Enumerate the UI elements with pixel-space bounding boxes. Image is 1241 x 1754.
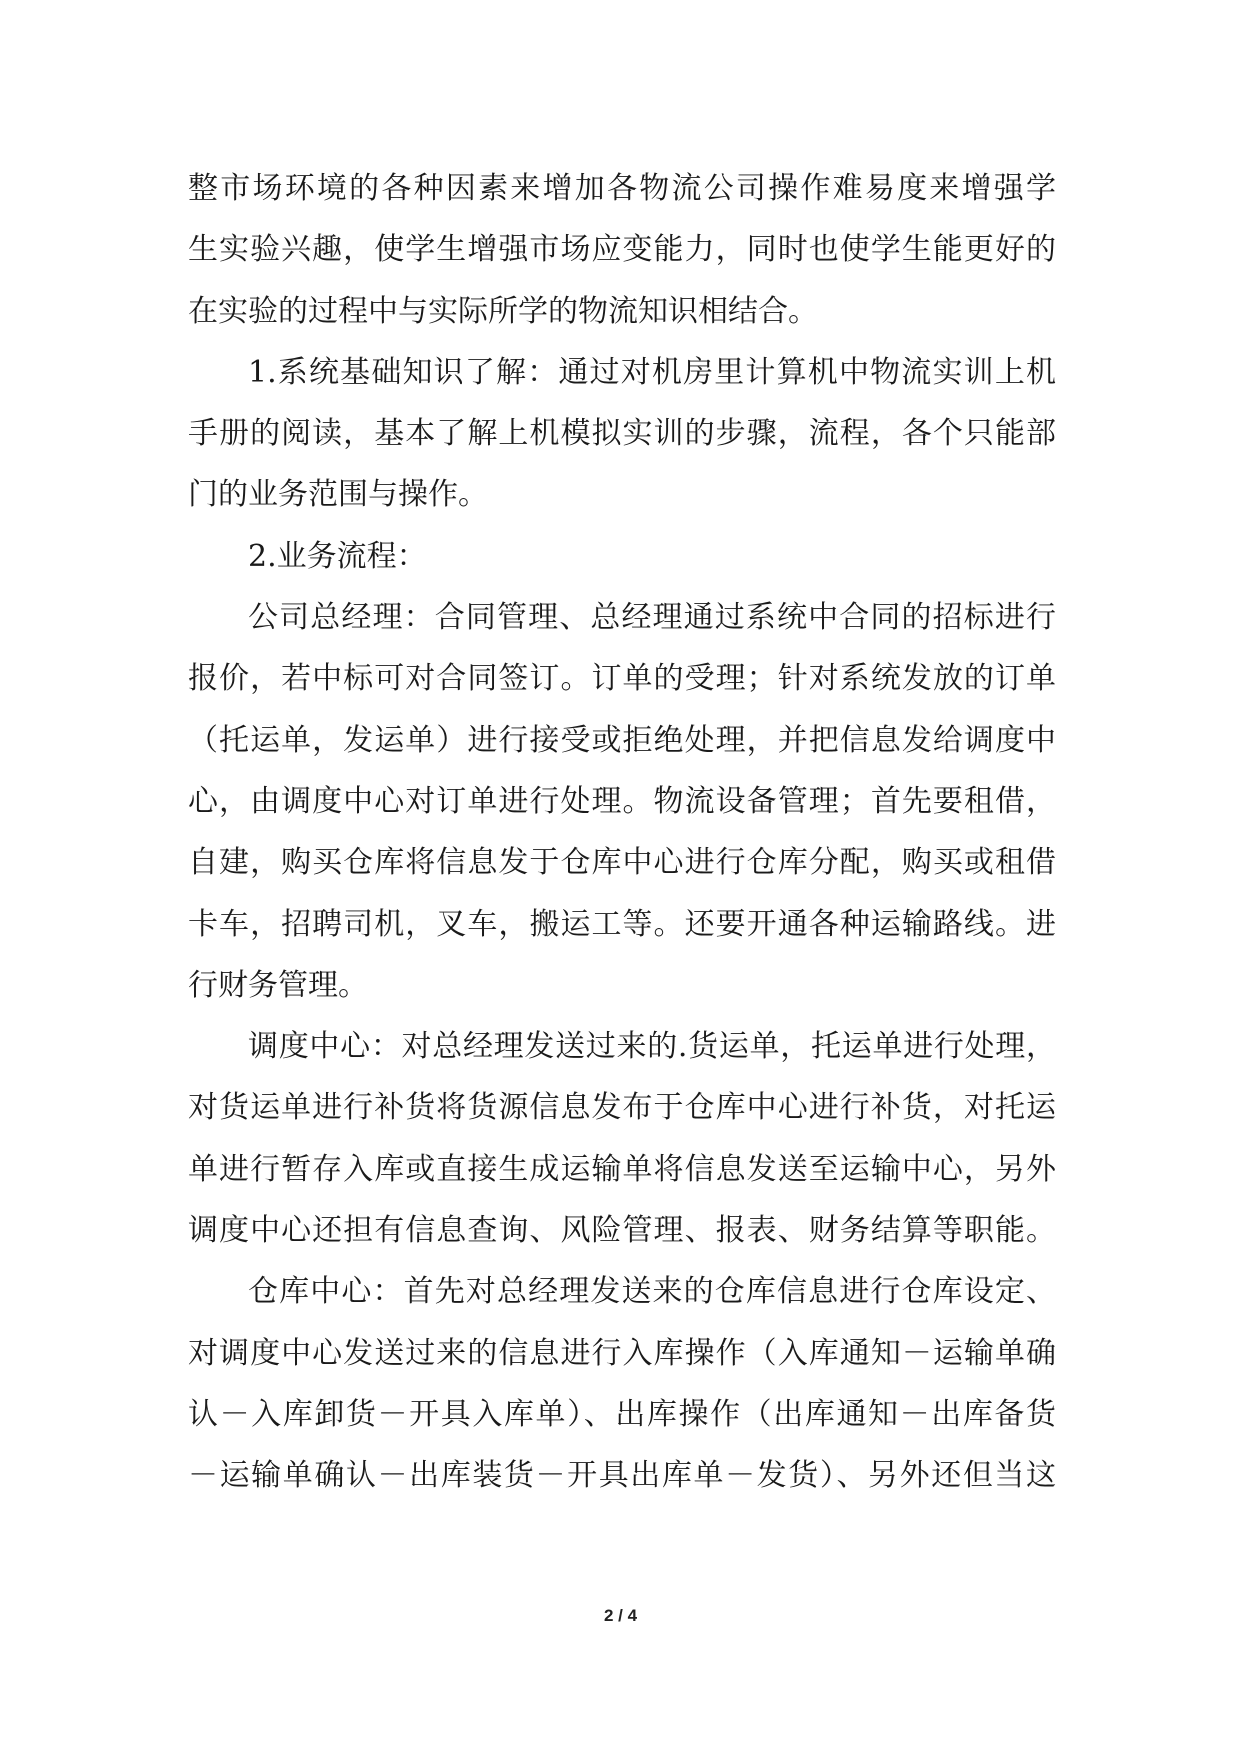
- text-line: 认－入库卸货－开具入库单）、出库操作（出库通知－出库备货: [188, 1396, 1056, 1432]
- text-line: －运输单确认－出库装货－开具出库单－发货）、另外还但当这: [188, 1458, 1056, 1494]
- text-line: 调度中心：对总经理发送过来的.货运单，托运单进行处理，: [248, 1029, 1056, 1065]
- text-line: 生实验兴趣，使学生增强市场应变能力，同时也使学生能更好的: [188, 232, 1056, 268]
- text-line: 心，由调度中心对订单进行处理。物流设备管理；首先要租借，: [188, 783, 1056, 819]
- text-line: 手册的阅读，基本了解上机模拟实训的步骤，流程，各个只能部: [188, 416, 1056, 452]
- text-line: （托运单，发运单）进行接受或拒绝处理，并把信息发给调度中: [188, 722, 1056, 758]
- text-line: 卡车，招聘司机，叉车，搬运工等。还要开通各种运输路线。进: [188, 906, 1056, 942]
- text-line: 1.系统基础知识了解：通过对机房里计算机中物流实训上机: [248, 354, 1056, 390]
- text-line: 单进行暂存入库或直接生成运输单将信息发送至运输中心，另外: [188, 1151, 1056, 1187]
- text-line: 门的业务范围与操作。: [188, 477, 488, 513]
- text-line: 对调度中心发送过来的信息进行入库操作（入库通知－运输单确: [188, 1335, 1056, 1371]
- text-line: 自建，购买仓库将信息发于仓库中心进行仓库分配，购买或租借: [188, 845, 1056, 881]
- text-line: 对货运单进行补货将货源信息发布于仓库中心进行补货，对托运: [188, 1090, 1056, 1126]
- text-line: 2.业务流程：: [248, 538, 427, 574]
- page-number: 2 / 4: [603, 1606, 638, 1625]
- text-line: 行财务管理。: [188, 967, 368, 1003]
- text-line: 调度中心还担有信息查询、风险管理、报表、财务结算等职能。: [188, 1213, 1056, 1249]
- text-line: 仓库中心：首先对总经理发送来的仓库信息进行仓库设定、: [248, 1274, 1056, 1310]
- text-line: 整市场环境的各种因素来增加各物流公司操作难易度来增强学: [188, 171, 1056, 206]
- document-body: [188, 158, 1056, 1507]
- text-line: 在实验的过程中与实际所学的物流知识相结合。: [188, 293, 818, 329]
- text-line: 公司总经理：合同管理、总经理通过系统中合同的招标进行: [248, 600, 1056, 636]
- text-line: 报价，若中标可对合同签订。订单的受理；针对系统发放的订单: [188, 661, 1056, 697]
